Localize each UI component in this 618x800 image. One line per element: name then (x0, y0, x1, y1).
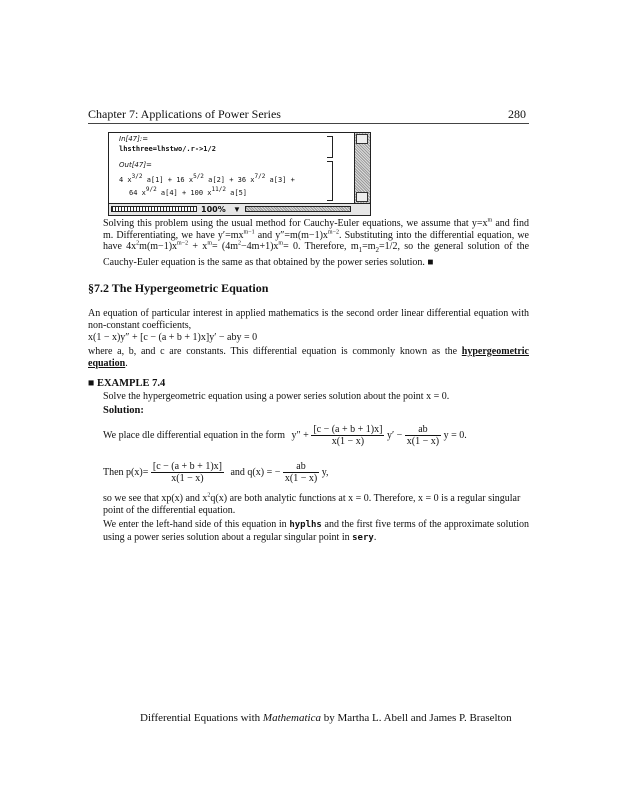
output-line-2: 64 x9/2 a[4] + 100 x11/2 a[5] (129, 186, 248, 197)
constants-paragraph: where a, b, and c are constants. This differential equation is commonly known as the hypergeometric equation. (88, 346, 529, 369)
zoom-dropdown-icon[interactable]: ▼ (233, 205, 241, 214)
solution-label: Solution: (103, 405, 144, 416)
notebook-content (109, 133, 353, 203)
page-footer: Differential Equations with Mathematica by Martha L. Abell and James P. Braselton (140, 712, 512, 724)
notebook-window (108, 132, 371, 216)
qx-fraction: $\frac{ab}{x(1 - x)}$ (284, 461, 318, 484)
px-fraction: $\frac{[c - (a + b + 1)x]}{x(1 - x)}$ (152, 461, 222, 484)
hypergeometric-equation: x(1 − x)y″ + [c − (a + b + 1)x]y′ − aby = 0 (88, 332, 258, 343)
code-hyplhs: hyplhs (289, 520, 322, 530)
cauchy-euler-paragraph: Solving this problem using the usual method for Cauchy-Euler equations, we assume that $y=x^m$ and find m. Differentiating, we have $y'=mx^{m-1}$ and $y''=m(m-1)x^{m-2}$. Substituting into the differential equation, we have $4x^2m(m-1)x^{m-2} + x^m= (4m^2-4m+1)x^m= 0$. Therefore, $m_1=m_2=1/2$, so the general solution of the Cauchy-Euler equation is the same as that obtained by the power series solution. ■ (103, 217, 530, 268)
example-statement: Solve the hypergeometric equation using a power series solution about the point x = 0. (103, 391, 450, 402)
chapter-header: Chapter 7: Applications of Power Series (88, 107, 281, 121)
scroll-down-icon[interactable] (356, 192, 368, 202)
standard-form-line: We place dle differential equation in the form y″ + $\frac{[c - (a + b + 1)x]}{x(1 - x)}$ y′ − $\frac{ab}{x(1 - x)}$ y = 0. (103, 424, 467, 447)
intro-paragraph: An equation of particular interest in applied mathematics is the second order linear differential equation with non-constant coefficients, (88, 308, 529, 331)
output-line-1: 4 x3/2 a[1] + 16 x5/2 a[2] + 36 x7/2 a[3] + (119, 173, 295, 184)
enter-paragraph: We enter the left-hand side of this equation in hyplhs and the first five terms of the approximate solution using a power series solution about a regular singular point in sery. (103, 519, 530, 543)
header-rule (88, 123, 529, 124)
input-code: lhsthree=lhstwo/.r->1/2 (119, 145, 216, 153)
page-number: 280 (508, 107, 526, 121)
p-fraction: $\frac{[c - (a + b + 1)x]}{x(1 - x)}$ (313, 424, 383, 447)
notebook-status-bar (109, 203, 370, 215)
section-title: §7.2 The Hypergeometric Equation (88, 281, 269, 295)
pq-definitions-line: Then p(x)= $\frac{[c - (a + b + 1)x]}{x(1 - x)}$ and q(x) = − $\frac{ab}{x(1 - x)}$ y, (103, 461, 329, 484)
output-label: Out[47]= (119, 161, 152, 169)
scroll-up-icon[interactable] (356, 134, 368, 144)
horizontal-scrollbar[interactable] (245, 206, 351, 212)
input-label: In[47]:= (119, 135, 149, 143)
analytic-paragraph: so we see that xp(x) and $x^2q(x)$ are both analytic functions at x = 0. Therefore, x = 0 is a regular singular point of the differential equation. (103, 492, 521, 516)
input-cell-bracket[interactable] (327, 136, 333, 158)
q-fraction: $\frac{ab}{x(1 - x)}$ (406, 424, 440, 447)
zoom-level[interactable]: 100% (201, 205, 226, 214)
vertical-scrollbar[interactable] (354, 133, 370, 203)
example-title: ■ EXAMPLE 7.4 (88, 378, 166, 389)
code-sery: sery (352, 532, 374, 543)
ruler (111, 206, 197, 212)
output-cell-bracket[interactable] (327, 161, 333, 201)
hypergeometric-equation-link[interactable]: hypergeometric equation (88, 346, 529, 369)
